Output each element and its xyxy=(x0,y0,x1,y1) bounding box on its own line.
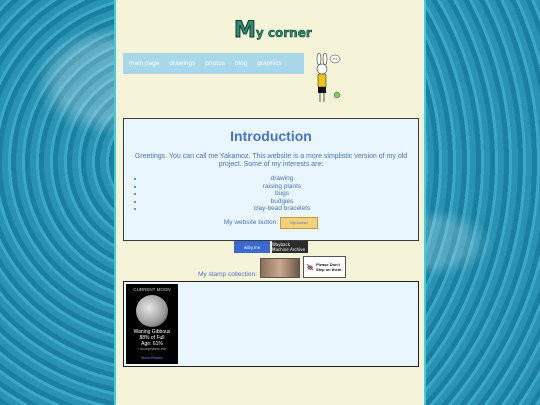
moon-widget[interactable] xyxy=(126,284,178,364)
intro-title: Introduction xyxy=(230,128,312,144)
badge-wiby[interactable]: wiby.me xyxy=(234,241,270,253)
website-button-label: My website button: xyxy=(223,219,279,227)
moon-link[interactable]: Moon Phases xyxy=(141,356,163,360)
bug-icon xyxy=(306,260,314,274)
list-item: • clay-bead bracelets xyxy=(144,205,420,213)
main-nav xyxy=(123,53,304,74)
interests-list xyxy=(144,175,420,213)
page-container xyxy=(114,0,426,405)
website-button-image[interactable]: My corner xyxy=(280,217,318,229)
badge-wayback[interactable]: Wayback Machine Archive xyxy=(272,241,308,253)
stamp-image xyxy=(260,258,300,278)
stamp-collection-label: My stamp collection: xyxy=(198,271,257,278)
mascot-image xyxy=(311,53,347,109)
moon-icon xyxy=(136,295,168,327)
list-item: • budgies xyxy=(144,198,420,206)
logo-text: y corner xyxy=(255,26,312,40)
logo-initial: M xyxy=(234,18,256,43)
list-item: • drawing xyxy=(144,175,420,183)
nav-drawings[interactable]: drawings xyxy=(169,60,196,67)
stamp-text: Please Don't Step on them xyxy=(315,262,342,272)
list-item: • bugs xyxy=(144,190,420,198)
moon-full: 88% of Full xyxy=(139,335,165,341)
intro-text: Greetings. You can call me Yakamoz. This website is a more simplistic version of my old project. Some of my interests are: xyxy=(134,153,408,168)
badge-row xyxy=(234,241,308,253)
moon-footer-text: -- xyxy=(150,351,154,355)
list-item: • raising plants xyxy=(144,183,420,191)
site-logo[interactable] xyxy=(234,18,312,43)
moon-header: CURRENT MOON xyxy=(133,287,171,292)
stamp-image xyxy=(303,256,346,278)
bottom-panel xyxy=(123,281,419,367)
nav-blog[interactable]: blog xyxy=(234,60,248,67)
moon-phase: Waning Gibbous xyxy=(133,329,171,335)
intro-section xyxy=(123,118,419,241)
moon-age: Age: 61% xyxy=(141,341,163,347)
moon-small-text: • moonphases.info xyxy=(137,347,167,351)
nav-graphics[interactable]: graphics xyxy=(257,60,282,67)
nav-photos[interactable]: photos xyxy=(205,60,225,67)
website-button-row xyxy=(124,217,418,229)
stamp-collection xyxy=(198,256,346,278)
nav-main-page[interactable]: main page xyxy=(129,60,160,67)
